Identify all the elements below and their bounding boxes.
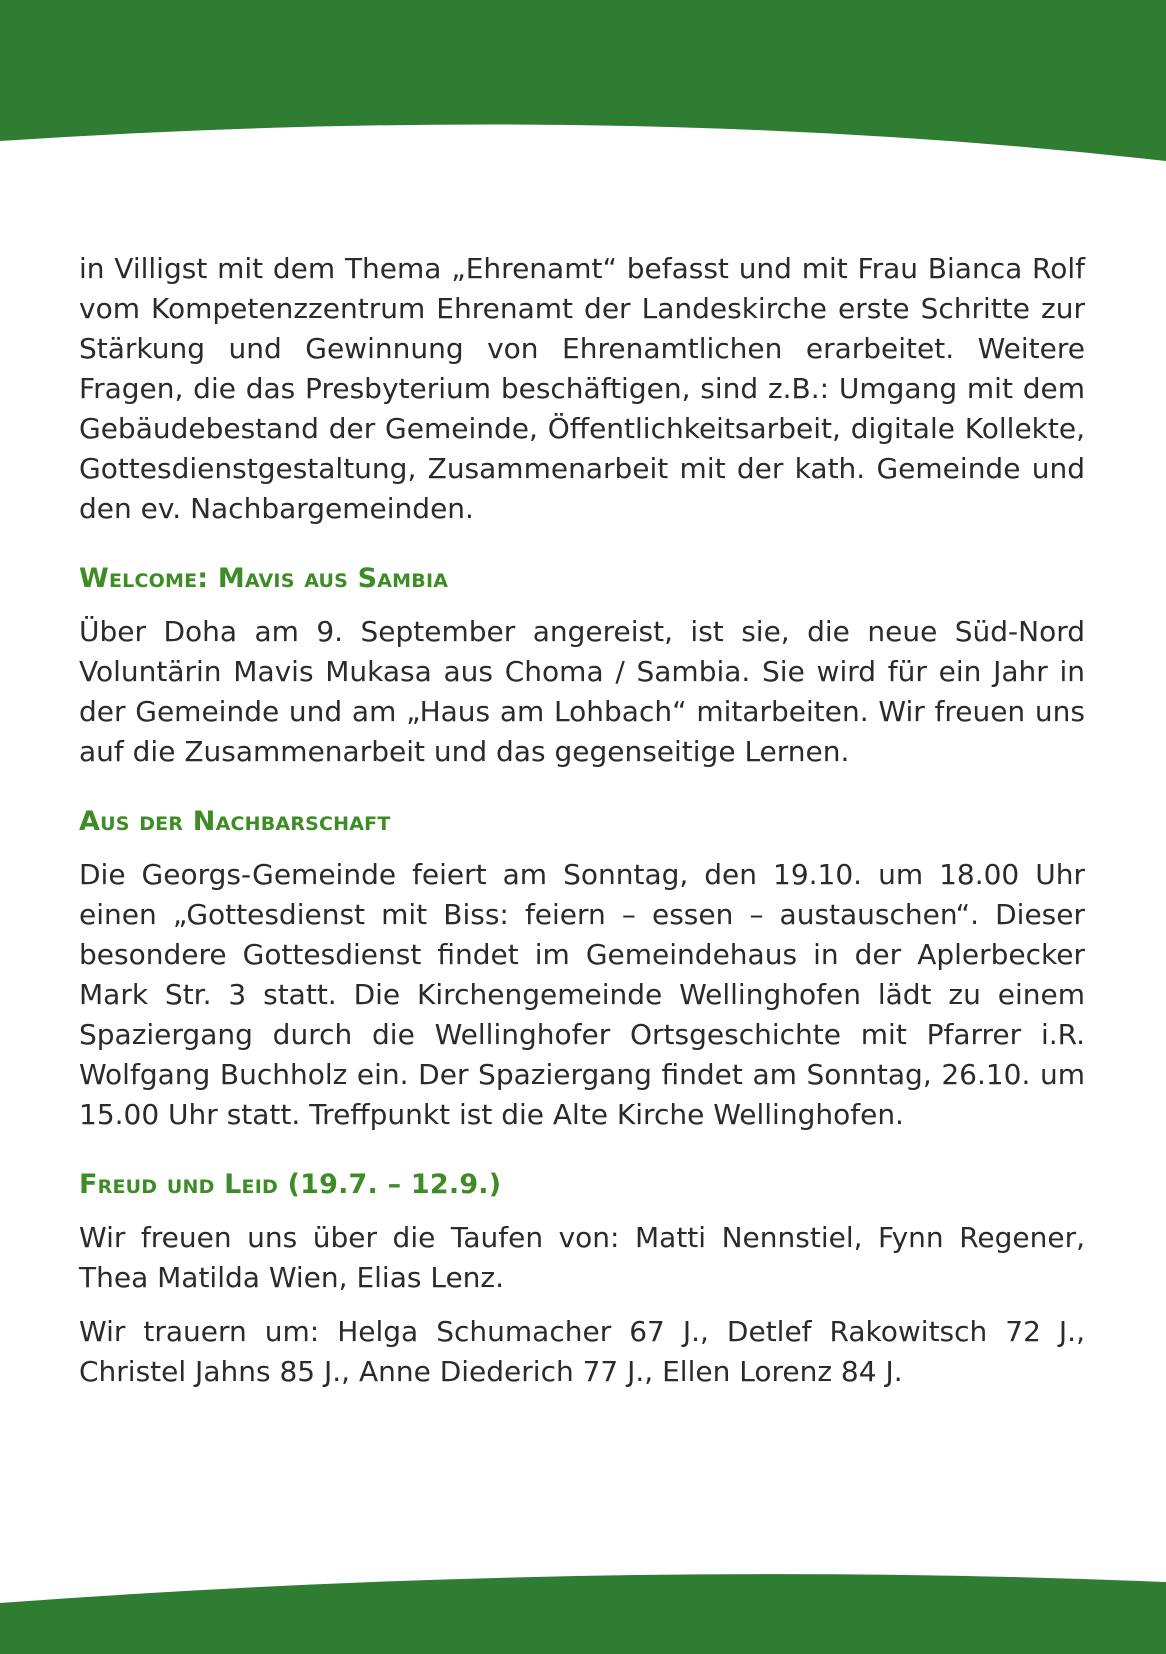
trauer-paragraph: Wir trauern um: Helga Schumacher 67 J., Detlef Rakowitsch 72 J., Christel Jahns 85 J., Anne Diederich 77 J., Ellen Lorenz 84 J.	[79, 1315, 1085, 1388]
top-band-shape	[0, 0, 1166, 161]
section-heading-nachbarschaft: Aus der Nachbarschaft	[79, 806, 391, 837]
page-content	[79, 249, 1085, 1392]
top-decorative-band	[0, 0, 1166, 170]
taufen-paragraph: Wir freuen uns über die Taufen von: Matti Nennstiel, Fynn Regener, Thea Matilda Wien, Elias Lenz.	[79, 1221, 1085, 1294]
section-heading-freud-und-leid: Freud und Leid (19.7. – 12.9.)	[79, 1169, 502, 1200]
intro-paragraph: in Villigst mit dem Thema „Ehrenamt“ befasst und mit Frau Bianca Rolf vom Kompetenzzentrum Ehrenamt der Landeskirche erste Schritte zur Stärkung und Gewinnung von Ehrenamtlichen erarbeitet. Weitere Fragen, die das Presbyterium beschäftigen, sind z.B.: Umgang mit dem Gebäudebestand der Gemeinde, Öffentlichkeitsarbeit, digitale Kollekte, Gottesdienstgestaltung, Zusammenarbeit mit der kath. Gemeinde und den ev. Nachbargemeinden.	[79, 252, 1085, 525]
nachbarschaft-paragraph: Die Georgs-Gemeinde feiert am Sonntag, den 19.10. um 18.00 Uhr einen „Gottesdienst mit Biss: feiern – essen – austauschen“. Dieser besondere Gottesdienst findet im Gemeindehaus in der Aplerbecker Mark Str. 3 statt. Die Kirchengemeinde Wellinghofen lädt zu einem Spaziergang durch die Wellinghofer Ortsgeschichte mit Pfarrer i.R. Wolfgang Buchholz ein. Der Spaziergang findet am Sonntag, 26.10. um 15.00 Uhr statt. Treffpunkt ist die Alte Kirche Wellinghofen.	[79, 858, 1085, 1131]
bottom-band-shape	[0, 1574, 1166, 1654]
bottom-decorative-band	[0, 1534, 1166, 1654]
section-heading-welcome: Welcome: Mavis aus Sambia	[79, 563, 449, 594]
welcome-paragraph: Über Doha am 9. September angereist, ist sie, die neue Süd-Nord Voluntärin Mavis Mukasa aus Choma / Sambia. Sie wird für ein Jahr in der Gemeinde und am „Haus am Lohbach“ mitarbeiten. Wir freuen uns auf die Zusammenarbeit und das gegenseitige Lernen.	[79, 615, 1085, 768]
